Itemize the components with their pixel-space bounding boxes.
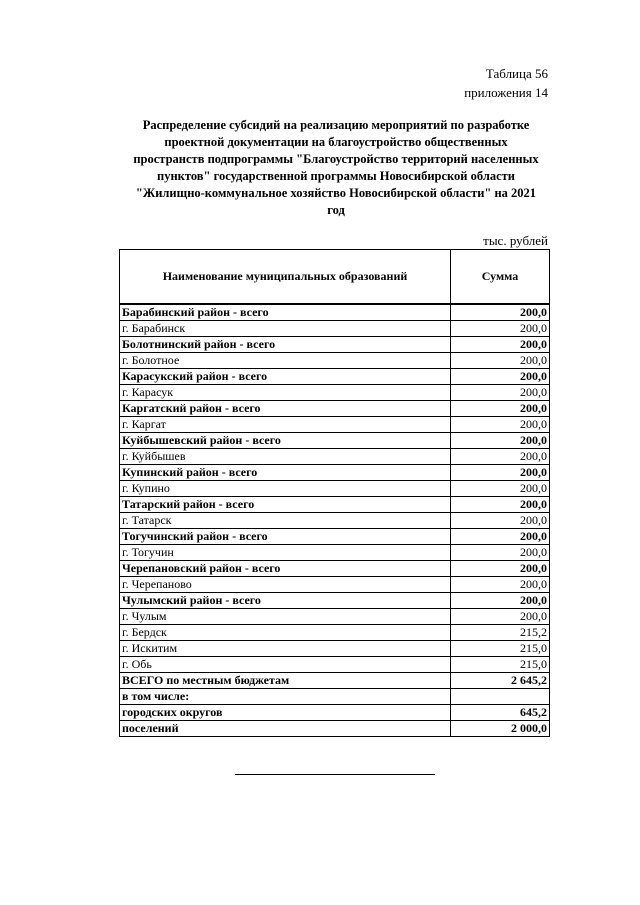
amount-cell: 2 000,0 (451, 721, 550, 737)
table-row (120, 369, 550, 385)
table-row (120, 561, 550, 577)
title-line: "Жилищно-коммунальное хозяйство Новосибирской области" на 2021 (135, 186, 537, 200)
column-header-name: Наименование муниципальных образований (120, 250, 451, 305)
municipality-name-cell: г. Болотное (120, 353, 451, 369)
table-row (120, 401, 550, 417)
municipality-name-cell: г. Обь (120, 657, 451, 673)
amount-cell: 200,0 (451, 385, 550, 401)
municipality-name-cell: Куйбышевский район - всего (120, 433, 451, 449)
table-row (120, 625, 550, 641)
amount-cell: 200,0 (451, 401, 550, 417)
amount-cell: 200,0 (451, 529, 550, 545)
table-row (120, 721, 550, 737)
table-row (120, 577, 550, 593)
municipality-name-cell: г. Искитим (120, 641, 451, 657)
table-row (120, 321, 550, 337)
municipality-name-cell: Карасукский район - всего (120, 369, 451, 385)
amount-cell: 200,0 (451, 465, 550, 481)
amount-cell: 200,0 (451, 577, 550, 593)
amount-cell: 200,0 (451, 353, 550, 369)
amount-cell: 200,0 (451, 433, 550, 449)
amount-cell: 200,0 (451, 513, 550, 529)
amount-cell: 200,0 (451, 449, 550, 465)
municipality-name-cell: г. Карасук (120, 385, 451, 401)
municipality-name-cell: Каргатский район - всего (120, 401, 451, 417)
amount-cell: 200,0 (451, 321, 550, 337)
table-reference (464, 64, 548, 102)
municipality-name-cell: Купинский район - всего (120, 465, 451, 481)
table-row (120, 417, 550, 433)
appendix-number: приложения 14 (464, 85, 548, 100)
amount-cell: 200,0 (451, 545, 550, 561)
table-row (120, 385, 550, 401)
table-row (120, 513, 550, 529)
amount-cell: 215,0 (451, 657, 550, 673)
municipality-name-cell: Татарский район - всего (120, 497, 451, 513)
table-row (120, 545, 550, 561)
footer-rule (235, 774, 435, 775)
amount-cell: 200,0 (451, 369, 550, 385)
municipality-name-cell: Барабинский район - всего (120, 304, 451, 321)
municipality-name-cell: г. Тогучин (120, 545, 451, 561)
table-row (120, 433, 550, 449)
municipality-name-cell: г. Чулым (120, 609, 451, 625)
title-line: пространств подпрограммы "Благоустройство территорий населенных (133, 152, 539, 166)
municipality-name-cell: Болотнинский район - всего (120, 337, 451, 353)
municipality-name-cell: ВСЕГО по местным бюджетам (120, 673, 451, 689)
municipality-name-cell: Черепановский район - всего (120, 561, 451, 577)
table-body (120, 304, 550, 737)
amount-cell: 215,2 (451, 625, 550, 641)
amount-cell: 215,0 (451, 641, 550, 657)
table-row (120, 449, 550, 465)
table-number: Таблица 56 (485, 66, 548, 81)
table-row (120, 609, 550, 625)
municipality-name-cell: г. Куйбышев (120, 449, 451, 465)
amount-cell: 645,2 (451, 705, 550, 721)
title-line: проектной документации на благоустройство общественных (164, 135, 508, 149)
amount-cell: 200,0 (451, 304, 550, 321)
municipality-name-cell: г. Бердск (120, 625, 451, 641)
document-title (120, 117, 552, 219)
municipality-name-cell: г. Татарск (120, 513, 451, 529)
municipality-name-cell: поселений (120, 721, 451, 737)
amount-cell: 200,0 (451, 417, 550, 433)
amount-cell: 200,0 (451, 497, 550, 513)
amount-cell (451, 689, 550, 705)
table-row (120, 529, 550, 545)
table-row (120, 673, 550, 689)
table-row (120, 497, 550, 513)
table-row (120, 337, 550, 353)
table-row (120, 353, 550, 369)
units-label: тыс. рублей (483, 233, 548, 248)
table-header-row (120, 250, 550, 305)
table-row (120, 593, 550, 609)
amount-cell: 200,0 (451, 593, 550, 609)
table-row (120, 304, 550, 321)
column-header-sum: Сумма (451, 250, 550, 305)
table-row (120, 481, 550, 497)
municipality-name-cell: г. Каргат (120, 417, 451, 433)
table-row (120, 689, 550, 705)
table-row (120, 641, 550, 657)
municipality-name-cell: в том числе: (120, 689, 451, 705)
table-row (120, 465, 550, 481)
amount-cell: 2 645,2 (451, 673, 550, 689)
title-line: пунктов" государственной программы Новосибирской области (157, 169, 515, 183)
amount-cell: 200,0 (451, 337, 550, 353)
municipality-name-cell: г. Барабинск (120, 321, 451, 337)
municipality-name-cell: Тогучинский район - всего (120, 529, 451, 545)
municipality-name-cell: Чулымский район - всего (120, 593, 451, 609)
table-row (120, 657, 550, 673)
municipality-name-cell: городских округов (120, 705, 451, 721)
title-line: Распределение субсидий на реализацию мероприятий по разработке (142, 118, 530, 132)
amount-cell: 200,0 (451, 561, 550, 577)
municipality-name-cell: г. Черепаново (120, 577, 451, 593)
amount-cell: 200,0 (451, 609, 550, 625)
amount-cell: 200,0 (451, 481, 550, 497)
table-row (120, 705, 550, 721)
subsidy-table (119, 249, 550, 737)
municipality-name-cell: г. Купино (120, 481, 451, 497)
title-line: год (327, 203, 345, 217)
